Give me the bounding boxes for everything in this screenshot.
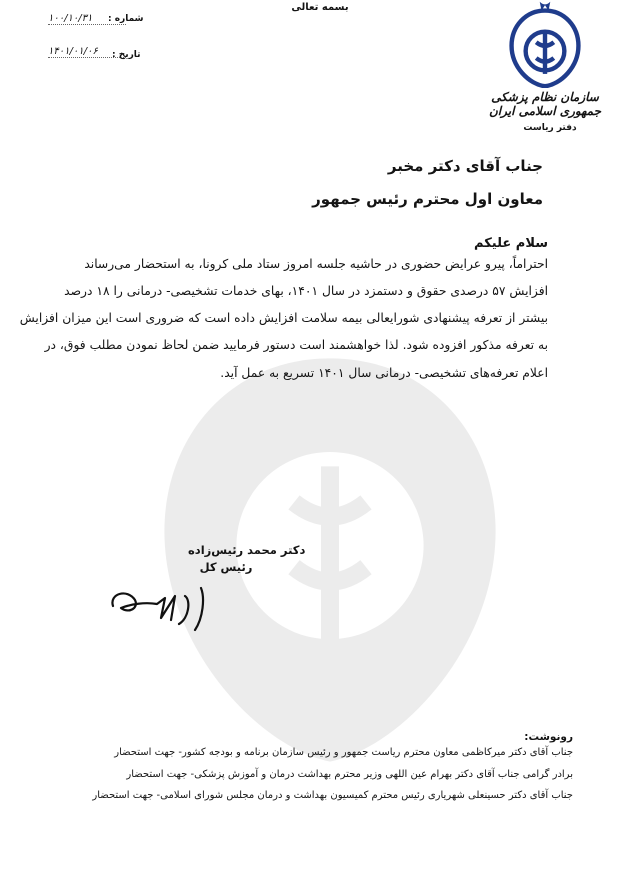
date-label: تاریخ : bbox=[112, 50, 141, 60]
organization-name: سازمان نظام پزشکی جمهوری اسلامی ایران bbox=[488, 90, 602, 118]
signatory-title: رئیس کل bbox=[199, 560, 253, 574]
number-label: شماره : bbox=[108, 14, 144, 24]
organization-office: دفتر ریاست bbox=[523, 123, 577, 133]
medical-council-emblem-icon bbox=[500, 0, 590, 88]
body-line-1: احتراماً، پیرو عرایض حضوری در حاشیه جلسه امروز ستاد ملی کرونا، به استحضار می‌رساند bbox=[84, 257, 548, 271]
invocation-heading: بسمه تعالی bbox=[291, 2, 349, 13]
handwritten-signature-icon bbox=[105, 578, 225, 638]
body-line-4: به تعرفه مذکور افزوده شود. لذا خواهشمند است دستور فرمایید ضمن لحاظ نمودن مطلب فوق، در bbox=[44, 338, 548, 352]
signatory-name: دکتر محمد رئیس‌زاده bbox=[188, 543, 306, 557]
body-line-2: افزایش ۵۷ درصدی حقوق و دستمزد در سال ۱۴۰۱، بهای خدمات تشخیصی- درمانی را ۱۸ درصد bbox=[64, 284, 548, 298]
cc-line-3: جناب آقای دکتر حسینعلی شهریاری رئیس محترم کمیسیون بهداشت و درمان مجلس شورای اسلامی- جهت استحضار bbox=[92, 790, 573, 801]
number-value: ۱۰۰/۱۰/۳۱ bbox=[48, 13, 126, 25]
recipient-name: جناب آقای دکتر مخبر bbox=[387, 157, 543, 175]
cc-heading: رونوشت: bbox=[524, 731, 573, 743]
date-value: ۱۴۰۱/۰۱/۰۶ bbox=[48, 46, 126, 58]
recipient-title: معاون اول محترم رئیس جمهور bbox=[312, 190, 543, 208]
cc-line-1: جناب آقای دکتر میرکاظمی معاون محترم ریاست جمهور و رئیس سازمان برنامه و بودجه کشور- جهت استحضار bbox=[114, 747, 573, 758]
cc-line-2: برادر گرامی جناب آقای دکتر بهرام عین اللهی وزیر محترم بهداشت درمان و آموزش پزشکی- جهت استحضار bbox=[126, 769, 573, 780]
body-line-3: بیشتر از تعرفه پیشنهادی شورایعالی بیمه سلامت افزایش داده است که ضروری است این میزان افزایش bbox=[19, 311, 548, 325]
body-line-5: اعلام تعرفه‌های تشخیصی- درمانی سال ۱۴۰۱ تسریع به عمل آید. bbox=[220, 366, 548, 380]
greeting: سلام علیکم bbox=[474, 236, 548, 251]
